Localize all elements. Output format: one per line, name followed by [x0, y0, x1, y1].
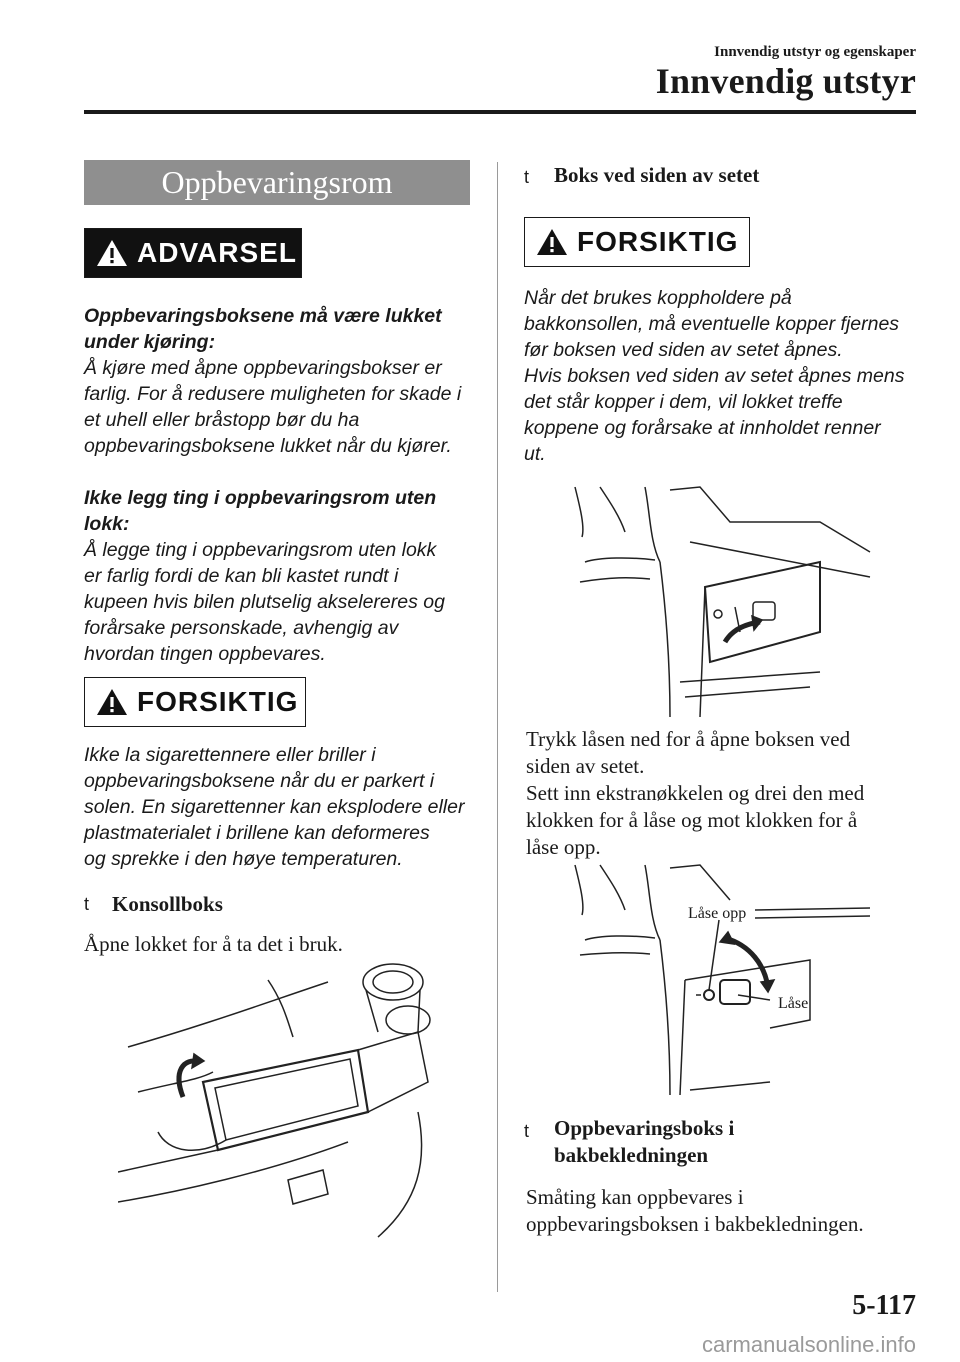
- forsiktig-right-line: koppene og forårsake at innholdet renner: [524, 417, 881, 439]
- bakbekledning-line: Småting kan oppbevares i: [526, 1185, 744, 1209]
- advarsel-p1-line: et uhell eller bråstopp bør du ha: [84, 409, 360, 431]
- advarsel-label: ADVARSEL: [137, 237, 297, 268]
- page-number: 5-117: [852, 1290, 916, 1321]
- forsiktig-left-line: Ikke la sigarettennere eller briller i: [84, 744, 376, 766]
- forsiktig-right-line: ut.: [524, 443, 546, 465]
- konsollboks-body: Åpne lokket for å ta det i bruk.: [84, 932, 343, 956]
- advarsel-p1-heading-1: Oppbevaringsboksene må være lukket: [84, 305, 442, 327]
- warning-triangle-icon: [535, 227, 569, 257]
- advarsel-p1-line: Å kjøre med åpne oppbevaringsbokser er: [84, 357, 442, 379]
- bakbekledning-heading-1: Oppbevaringsboks i: [554, 1116, 735, 1140]
- forsiktig-left-line: plastmaterialet i brillene kan deformeres: [84, 822, 430, 844]
- bakbekledning-heading: [554, 1115, 734, 1169]
- advarsel-p2-heading: Ikke legg ting i oppbevaringsrom uten lokk:: [84, 487, 437, 535]
- forsiktig-badge-right: [524, 217, 750, 267]
- advarsel-text: [84, 303, 484, 667]
- forsiktig-left-line: oppbevaringsboksene når du er parkert i: [84, 770, 435, 792]
- side-box-line: Sett inn ekstranøkkelen og drei den med: [526, 781, 865, 805]
- forsiktig-right-line: Når det brukes koppholdere på: [524, 287, 792, 309]
- warning-triangle-icon: [95, 687, 129, 717]
- forsiktig-right-line: Hvis boksen ved siden av setet åpnes mens: [524, 365, 905, 387]
- bullet-marker: t: [524, 1121, 530, 1141]
- chapter-subtitle: Innvendig utstyr og egenskaper: [714, 44, 916, 60]
- side-box-text: [526, 726, 926, 861]
- bakbekledning-text: [526, 1184, 926, 1238]
- bullet-marker: t: [524, 167, 530, 187]
- bullet-marker: t: [84, 894, 90, 914]
- side-box-line: siden av setet.: [526, 754, 645, 778]
- lock-illustration: [570, 860, 880, 1095]
- forsiktig-left-text: [84, 742, 484, 872]
- side-box-line: låse opp.: [526, 835, 601, 859]
- side-box-line: klokken for å låse og mot klokken for å: [526, 808, 858, 832]
- lock-label: Låse: [778, 995, 809, 1012]
- forsiktig-label-right: FORSIKTIG: [577, 226, 739, 257]
- advarsel-p2-line: forårsake personskade, avhengig av: [84, 617, 399, 639]
- watermark: carmanualsonline.info: [701, 1332, 916, 1357]
- bakbekledning-heading-2: bakbekledningen: [554, 1143, 709, 1167]
- header-rule: [84, 110, 916, 114]
- boks-ved-siden-heading: Boks ved siden av setet: [554, 163, 760, 187]
- forsiktig-left-line: solen. En sigarettenner kan eksplodere eller: [84, 796, 465, 818]
- chapter-title: Innvendig utstyr: [655, 61, 916, 101]
- forsiktig-badge-left: [84, 677, 306, 727]
- advarsel-p1-line: farlig. For å redusere muligheten for skade i: [84, 383, 462, 405]
- advarsel-badge: [84, 228, 302, 278]
- bakbekledning-line: oppbevaringsboksen i bakbekledningen.: [526, 1212, 864, 1236]
- forsiktig-right-line: før boksen ved siden av setet åpnes.: [524, 339, 843, 361]
- konsollboks-heading: Konsollboks: [112, 892, 223, 916]
- advarsel-p2-line: er farlig fordi de kan bli kastet rundt i: [84, 565, 399, 587]
- advarsel-p2-line: Å legge ting i oppbevaringsrom uten lokk: [84, 539, 437, 561]
- unlock-label: Låse opp: [688, 905, 747, 922]
- advarsel-p2-line: kupeen hvis bilen plutselig akselereres og: [84, 591, 445, 613]
- warning-triangle-icon: [95, 238, 129, 268]
- forsiktig-label-left: FORSIKTIG: [137, 686, 299, 717]
- section-title: Oppbevaringsrom: [161, 164, 393, 200]
- advarsel-p1-line: oppbevaringsboksene lukket når du kjører.: [84, 435, 452, 457]
- advarsel-p2-line: hvordan tingen oppbevares.: [84, 643, 326, 665]
- forsiktig-right-text: [524, 285, 924, 467]
- advarsel-p1-heading-2: under kjøring:: [84, 331, 216, 353]
- column-divider: [497, 162, 498, 1292]
- forsiktig-right-line: bakkonsollen, må eventuelle kopper fjernes: [524, 313, 900, 335]
- forsiktig-left-line: og sprekke i den høye temperaturen.: [84, 848, 403, 870]
- side-box-illustration: [570, 482, 880, 717]
- forsiktig-right-line: det står kopper i dem, vil lokket treffe: [524, 391, 843, 413]
- side-box-line: Trykk låsen ned for å åpne boksen ved: [526, 727, 851, 751]
- console-box-illustration: [118, 962, 438, 1242]
